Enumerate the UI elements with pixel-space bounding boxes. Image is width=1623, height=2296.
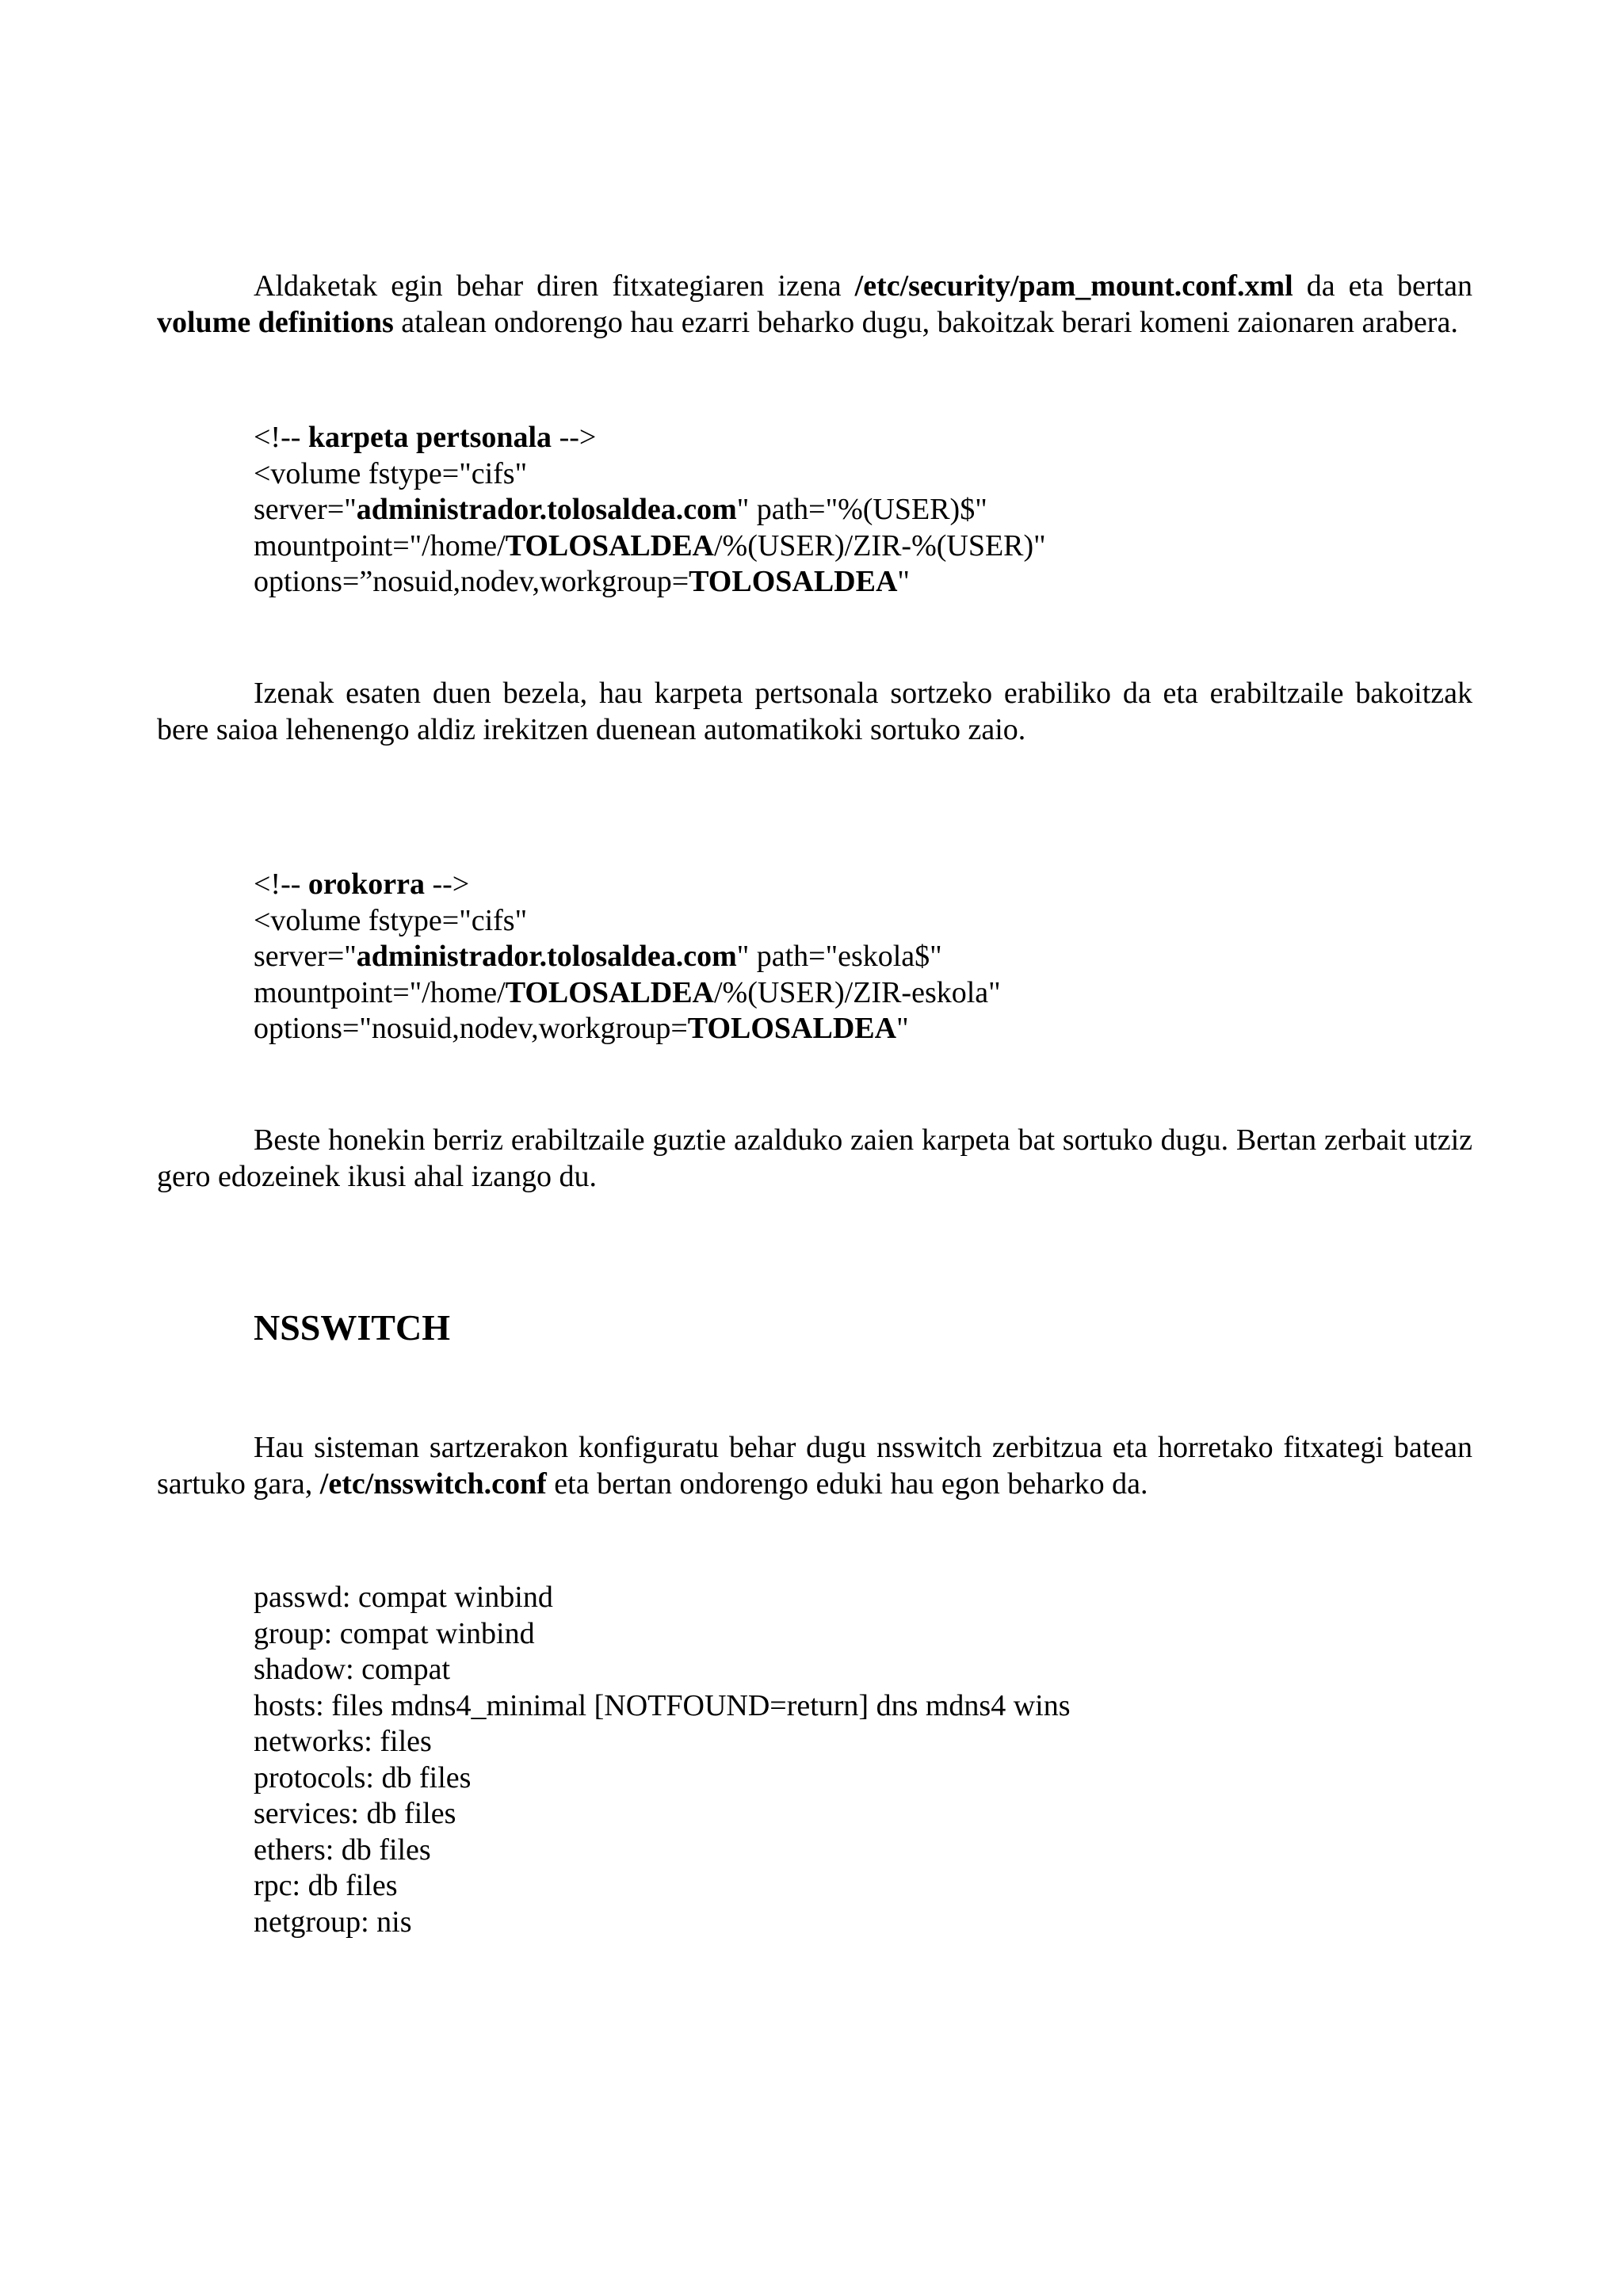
- config-block-general: [254, 867, 1001, 1047]
- config-line: netgroup: nis: [254, 1905, 412, 1939]
- config-line: group: compat winbind: [254, 1616, 535, 1650]
- text: atalean ondorengo hau ezarri beharko dugu, bakoitzak berari komeni zaionaren arabera.: [393, 306, 1458, 339]
- text: Beste honekin berriz erabiltzaile guztie azalduko zaien karpeta bat sortuko dugu. Bertan zerbait utziz gero edozeinek ikusi ahal izango du.: [157, 1123, 1472, 1193]
- nsswitch-paragraph: [157, 1429, 1472, 1502]
- comment-title: karpeta pertsonala: [307, 421, 552, 454]
- text: eta bertan ondorengo eduki hau egon beharko da.: [546, 1467, 1148, 1501]
- config-line: rpc: db files: [254, 1869, 398, 1902]
- text: Aldaketak egin behar diren fitxategiaren izena: [254, 269, 855, 303]
- code-line: <!-- karpeta pertsonala -->: [254, 421, 597, 454]
- intro-paragraph: [157, 268, 1472, 341]
- comment-title: orokorra: [307, 868, 425, 901]
- config-line: services: db files: [254, 1797, 456, 1830]
- config-line: protocols: db files: [254, 1760, 472, 1794]
- domain-name: TOLOSALDEA: [505, 528, 714, 563]
- text: Izenak esaten duen bezela, hau karpeta pertsonala sortzeko erabiliko da eta erabiltzaile bakoitzak bere saioa lehenengo aldiz irekitzen duenean automatikoki sortuko zaio.: [157, 677, 1472, 746]
- config-line: hosts: files mdns4_minimal [NOTFOUND=return] dns mdns4 wins: [254, 1688, 1071, 1722]
- code-line: mountpoint="/home/TOLOSALDEA/%(USER)/ZIR-%(USER)": [254, 528, 1046, 563]
- file-path: /etc/nsswitch.conf: [319, 1467, 547, 1501]
- text: Hau sisteman sartzerakon konfiguratu behar dugu nsswitch zerbitzua eta horretako fitxategi batean sartuko gara,: [157, 1431, 1472, 1501]
- config-line: networks: files: [254, 1725, 432, 1758]
- code-line: server="administrador.tolosaldea.com" path="eskola$": [254, 940, 942, 973]
- code-line: server="administrador.tolosaldea.com" path="%(USER)$": [254, 493, 987, 526]
- code-line: <!-- orokorra -->: [254, 868, 470, 901]
- config-block-personal: [254, 420, 1046, 601]
- domain-name: TOLOSALDEA: [505, 975, 714, 1009]
- code-line: mountpoint="/home/TOLOSALDEA/%(USER)/ZIR-eskola": [254, 975, 1001, 1009]
- code-line: options="nosuid,nodev,workgroup=TOLOSALDEA": [254, 1012, 909, 1045]
- config-line: ethers: db files: [254, 1833, 431, 1867]
- section-name: volume definitions: [157, 306, 394, 339]
- file-path: /etc/security/pam_mount.conf.xml: [854, 269, 1293, 303]
- shared-folder-paragraph: [157, 1122, 1472, 1195]
- code-line: <volume fstype="cifs": [254, 456, 528, 490]
- code-line: options=”nosuid,nodev,workgroup=TOLOSALDEA": [254, 565, 910, 598]
- code-line: <volume fstype="cifs": [254, 903, 528, 937]
- section-heading: NSSWITCH: [254, 1307, 450, 1348]
- workgroup-name: TOLOSALDEA: [689, 565, 898, 598]
- server-name: administrador.tolosaldea.com: [356, 940, 737, 973]
- workgroup-name: TOLOSALDEA: [687, 1012, 897, 1045]
- server-name: administrador.tolosaldea.com: [356, 493, 737, 526]
- config-line: passwd: compat winbind: [254, 1581, 553, 1614]
- nsswitch-config: [254, 1580, 1071, 1940]
- config-line: shadow: compat: [254, 1653, 451, 1686]
- personal-folder-paragraph: [157, 675, 1472, 748]
- text: da eta bertan: [1293, 269, 1472, 303]
